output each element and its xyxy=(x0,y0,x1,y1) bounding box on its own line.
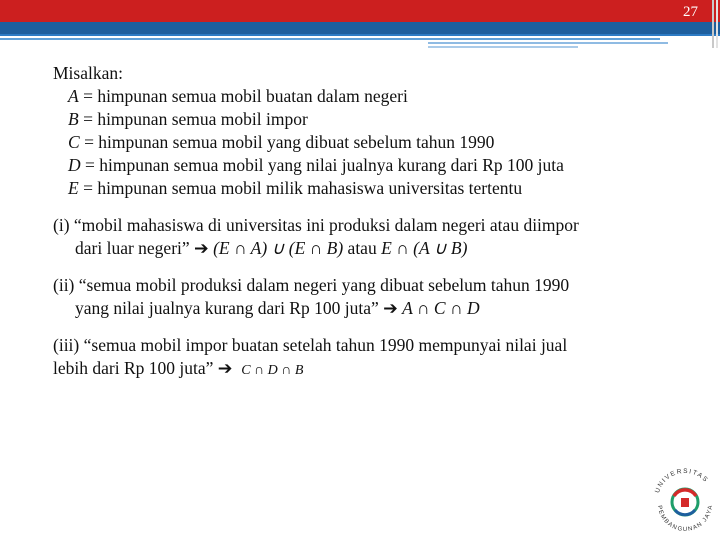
set-expression: A ∩ C ∩ D xyxy=(402,298,480,318)
definition-a: A = himpunan semua mobil buatan dalam negeri xyxy=(68,86,408,106)
header-stripe-1 xyxy=(0,38,660,40)
set-expression-alt: E ∩ (A ∪ B) xyxy=(381,238,468,258)
arrow-icon: ➔ xyxy=(217,358,233,378)
svg-text:UNIVERSITAS: UNIVERSITAS xyxy=(654,467,710,494)
header-edge-line xyxy=(712,0,714,48)
definition-d: D = himpunan semua mobil yang nilai jualnya kurang dari Rp 100 juta xyxy=(68,155,564,175)
header-stripe-3 xyxy=(428,46,578,48)
definition-e: E = himpunan semua mobil milik mahasiswa universitas tertentu xyxy=(68,178,523,198)
set-expression: C ∩ D ∩ B xyxy=(241,363,304,378)
item-i-line-2: dari luar negeri” ➔ (E ∩ A) ∪ (E ∩ B) atau E ∩ (A ∪ B) xyxy=(75,238,468,258)
header-blue-band xyxy=(0,22,720,34)
set-expression: (E ∩ A) ∪ (E ∩ B) xyxy=(213,238,344,258)
arrow-icon: ➔ xyxy=(383,298,398,318)
item-ii-line-1: (ii) “semua mobil produksi dalam negeri yang dibuat sebelum tahun 1990 xyxy=(53,275,570,295)
svg-text:PEMBANGUNAN JAYA: PEMBANGUNAN JAYA xyxy=(655,504,715,534)
item-i-line-1: (i) “mobil mahasiswa di universitas ini produksi dalam negeri atau diimpor xyxy=(53,215,579,235)
definition-b: B = himpunan semua mobil impor xyxy=(68,109,308,129)
page-number: 27 xyxy=(683,4,698,20)
item-iii-line-1: (iii) “semua mobil impor buatan setelah tahun 1990 mempunyai nilai jual xyxy=(53,335,568,355)
item-iii-line-2: lebih dari Rp 100 juta” ➔ C ∩ D ∩ B xyxy=(53,358,304,378)
arrow-icon: ➔ xyxy=(194,238,209,258)
definition-c: C = himpunan semua mobil yang dibuat sebelum tahun 1990 xyxy=(68,132,495,152)
header-edge-line-2 xyxy=(716,0,718,48)
university-logo-icon xyxy=(650,460,720,540)
header-stripe-2 xyxy=(428,42,668,44)
header-divider xyxy=(0,34,720,36)
item-ii-line-2: yang nilai jualnya kurang dari Rp 100 juta” ➔ A ∩ C ∩ D xyxy=(75,298,480,318)
intro-label: Misalkan: xyxy=(53,63,123,83)
slide-body xyxy=(53,62,673,382)
header-red-band xyxy=(0,0,720,22)
